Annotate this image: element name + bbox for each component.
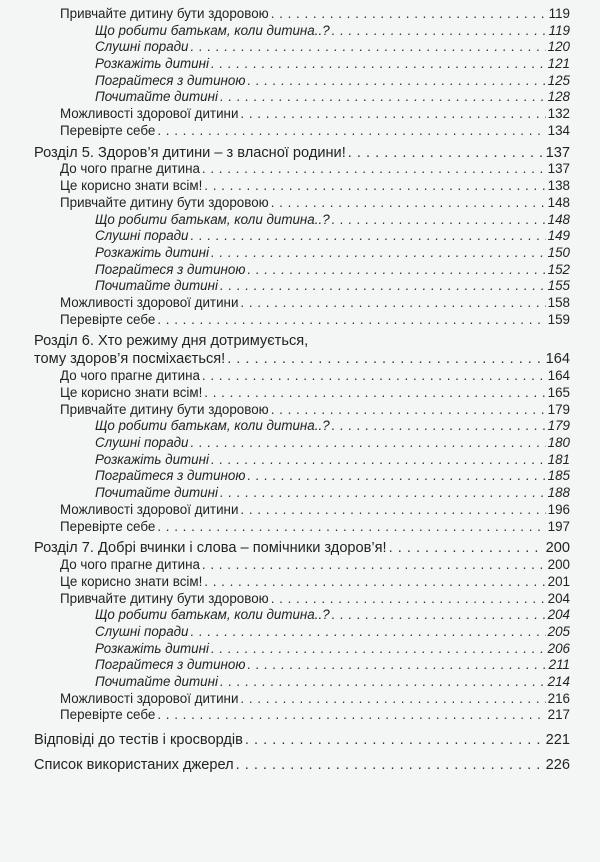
toc-subentry <box>0 89 570 106</box>
toc-entry-title: тому здоров’я посміхається! <box>34 351 226 368</box>
toc-entry <box>0 502 570 519</box>
toc-entry-title: Список використаних джерел <box>34 757 234 774</box>
toc-leader-dots <box>220 89 546 106</box>
toc-entry-title: Що робити батькам, коли дитина..? <box>95 22 330 38</box>
toc-page-number: 216 <box>547 690 570 706</box>
toc-leader-dots <box>220 674 546 691</box>
toc-entry-title: До чого прагне дитина <box>60 557 200 573</box>
toc-page-number: 137 <box>547 161 570 177</box>
toc-page-number: 180 <box>547 435 570 451</box>
toc-leader-dots <box>204 385 545 402</box>
toc-entry-title: Розділ 7. Добрі вчинки і слова – помічники здоров’я! <box>34 540 387 557</box>
toc-page-number: 132 <box>547 106 570 122</box>
toc-leader-dots <box>240 106 545 123</box>
toc-entry <box>0 368 570 385</box>
toc-entry-title: Пограйтеся з дитиною <box>95 72 246 88</box>
toc-subentry <box>0 23 570 40</box>
toc-page-number: 165 <box>547 385 570 401</box>
toc-leader-dots <box>240 691 545 708</box>
toc-leader-dots <box>247 469 545 486</box>
toc-page-number: 164 <box>547 368 570 384</box>
toc-entry <box>0 691 570 708</box>
toc-page-number: 188 <box>547 485 570 501</box>
section-spacer <box>0 724 600 731</box>
toc-entry-title: Слушні поради <box>95 39 189 55</box>
toc-page-number: 204 <box>547 590 570 606</box>
toc-entry-title: Привчайте дитину бути здоровою <box>60 401 269 417</box>
toc-entry <box>0 402 570 419</box>
toc-entry <box>0 312 570 329</box>
toc-leader-dots <box>240 502 545 519</box>
toc-leader-dots <box>157 707 545 724</box>
section-spacer <box>0 749 600 756</box>
toc-entry-title: До чого прагне дитина <box>60 161 200 177</box>
toc-page-number: 201 <box>547 573 570 589</box>
toc-entry-title: Це корисно знати всім! <box>60 573 203 589</box>
toc-entry-title: Це корисно знати всім! <box>60 385 203 401</box>
toc-entry-title: Почитайте дитині <box>95 674 218 690</box>
toc-page-number: 179 <box>547 418 570 434</box>
toc-subentry <box>0 278 570 295</box>
toc-leader-dots <box>332 418 546 435</box>
toc-page-number: 159 <box>547 311 570 327</box>
toc-subentry <box>0 469 570 486</box>
toc-page-number: 120 <box>547 39 570 55</box>
toc-entry-title: Можливості здорової дитини <box>60 501 239 517</box>
toc-subentry <box>0 607 570 624</box>
toc-chapter <box>0 731 570 749</box>
toc-entry <box>0 162 570 179</box>
toc-page-number: 125 <box>547 72 570 88</box>
toc-leader-dots <box>202 368 546 385</box>
toc-leader-dots <box>271 195 546 212</box>
toc-entry-title: Розкажіть дитині <box>95 451 209 467</box>
toc-entry-title: Перевірте себе <box>60 707 156 723</box>
toc-page-number: 134 <box>547 122 570 138</box>
toc-page-number: 179 <box>547 401 570 417</box>
toc-entry-title: Привчайте дитину бути здоровою <box>60 194 269 210</box>
toc-page-number: 181 <box>547 451 570 467</box>
toc-entry <box>0 707 570 724</box>
toc-chapter <box>0 350 570 368</box>
toc-entry <box>0 385 570 402</box>
toc-entry-title: Пограйтеся з дитиною <box>95 468 246 484</box>
toc-entry-title: Слушні поради <box>95 228 189 244</box>
toc-entry-title: Пограйтеся з дитиною <box>95 657 246 673</box>
toc-page-number: 196 <box>547 501 570 517</box>
toc-subentry <box>0 418 570 435</box>
toc-subentry <box>0 452 570 469</box>
toc-subentry <box>0 624 570 641</box>
toc-entry-title: Привчайте дитину бути здоровою <box>60 5 269 21</box>
toc-page-number: 148 <box>547 211 570 227</box>
toc-entry-title: Можливості здорової дитини <box>60 690 239 706</box>
toc-page-number: 150 <box>547 244 570 260</box>
toc-page-number: 164 <box>545 351 570 368</box>
toc-entry-title: Почитайте дитині <box>95 485 218 501</box>
toc-subentry <box>0 39 570 56</box>
toc-leader-dots <box>211 641 546 658</box>
toc-leader-dots <box>220 278 546 295</box>
toc-leader-dots <box>247 262 545 279</box>
toc-page-number: 158 <box>547 294 570 310</box>
toc-entry-title: Почитайте дитині <box>95 278 218 294</box>
toc-entry <box>0 195 570 212</box>
toc-leader-dots <box>204 178 545 195</box>
toc-page-number: 217 <box>547 707 570 723</box>
toc-entry-title: Перевірте себе <box>60 122 156 138</box>
toc-chapter <box>0 539 570 557</box>
toc-entry-title: Розділ 5. Здоров’я дитини – з власної родини! <box>34 144 346 161</box>
toc-subentry <box>0 674 570 691</box>
toc-entry-title: Перевірте себе <box>60 311 156 327</box>
toc-page-number: 152 <box>547 261 570 277</box>
toc-page-number: 200 <box>545 540 570 557</box>
toc-leader-dots <box>227 350 543 368</box>
toc-leader-dots <box>271 6 547 23</box>
toc-entry <box>0 557 570 574</box>
toc-entry <box>0 519 570 536</box>
toc-leader-dots <box>202 557 546 574</box>
table-of-contents <box>0 6 600 774</box>
toc-entry-title: Що робити батькам, коли дитина..? <box>95 607 330 623</box>
toc-leader-dots <box>332 607 546 624</box>
toc-leader-dots <box>240 295 545 312</box>
toc-page-number: 204 <box>547 607 570 623</box>
toc-entry-title: До чого прагне дитина <box>60 368 200 384</box>
toc-page-number: 138 <box>547 178 570 194</box>
toc-entry-title: Що робити батькам, коли дитина..? <box>95 418 330 434</box>
toc-entry-title: Слушні поради <box>95 435 189 451</box>
toc-page-number: 121 <box>547 56 570 72</box>
toc-leader-dots <box>157 123 545 140</box>
toc-entry-title: Розкажіть дитині <box>95 56 209 72</box>
toc-leader-dots <box>211 56 546 73</box>
toc-page-number: 149 <box>547 228 570 244</box>
toc-entry-title: Відповіді до тестів і кросвордів <box>34 732 243 749</box>
toc-page-number: 221 <box>545 732 570 749</box>
toc-entry-title: Перевірте себе <box>60 518 156 534</box>
toc-chapter <box>0 144 570 162</box>
toc-entry-title: Що робити батькам, коли дитина..? <box>95 211 330 227</box>
toc-subentry <box>0 485 570 502</box>
toc-entry-title: Розділ 6. Хто режиму дня дотримується, <box>34 333 309 350</box>
toc-leader-dots <box>247 73 545 90</box>
toc-entry-title: Можливості здорової дитини <box>60 106 239 122</box>
toc-leader-dots <box>191 228 546 245</box>
toc-leader-dots <box>211 245 546 262</box>
toc-entry <box>0 123 570 140</box>
toc-subentry <box>0 435 570 452</box>
toc-entry <box>0 295 570 312</box>
toc-leader-dots <box>236 756 544 774</box>
toc-subentry <box>0 56 570 73</box>
toc-leader-dots <box>389 539 544 557</box>
toc-leader-dots <box>332 23 547 40</box>
toc-entry-title: Почитайте дитині <box>95 89 218 105</box>
toc-page-number: 197 <box>547 518 570 534</box>
toc-page-number: 185 <box>547 468 570 484</box>
toc-leader-dots <box>271 591 546 608</box>
toc-entry <box>0 574 570 591</box>
toc-subentry <box>0 262 570 279</box>
toc-leader-dots <box>157 312 545 329</box>
toc-page-number: 205 <box>547 623 570 639</box>
toc-page-number: 211 <box>548 657 570 673</box>
toc-page-number: 200 <box>547 557 570 573</box>
toc-chapter <box>0 756 570 774</box>
toc-entry-title: Розкажіть дитині <box>95 244 209 260</box>
toc-subentry <box>0 657 570 674</box>
toc-page-number: 119 <box>548 5 570 21</box>
toc-leader-dots <box>202 162 546 179</box>
toc-entry-title: Розкажіть дитині <box>95 640 209 656</box>
toc-subentry <box>0 212 570 229</box>
toc-leader-dots <box>204 574 545 591</box>
toc-page-number: 119 <box>548 22 570 38</box>
toc-leader-dots <box>191 39 546 56</box>
toc-leader-dots <box>247 657 546 674</box>
toc-leader-dots <box>157 519 545 536</box>
toc-subentry <box>0 641 570 658</box>
toc-subentry <box>0 228 570 245</box>
toc-entry-title: Привчайте дитину бути здоровою <box>60 590 269 606</box>
toc-page-number: 226 <box>545 757 570 774</box>
toc-leader-dots <box>211 452 546 469</box>
toc-entry <box>0 178 570 195</box>
toc-page-number: 137 <box>545 144 570 161</box>
toc-entry-title: Можливості здорової дитини <box>60 294 239 310</box>
toc-page-number: 214 <box>547 674 570 690</box>
toc-leader-dots <box>245 731 544 749</box>
toc-entry <box>0 6 570 23</box>
toc-entry <box>0 591 570 608</box>
toc-entry <box>0 106 570 123</box>
toc-page-number: 206 <box>547 640 570 656</box>
toc-entry-title: Це корисно знати всім! <box>60 178 203 194</box>
toc-leader-dots <box>191 624 546 641</box>
toc-entry-title: Слушні поради <box>95 623 189 639</box>
toc-page-number: 128 <box>547 89 570 105</box>
toc-leader-dots <box>191 435 546 452</box>
toc-leader-dots <box>220 485 546 502</box>
toc-page-number: 155 <box>547 278 570 294</box>
toc-entry-title: Пограйтеся з дитиною <box>95 261 246 277</box>
toc-subentry <box>0 73 570 90</box>
toc-leader-dots <box>348 144 544 162</box>
toc-chapter <box>0 332 600 350</box>
toc-subentry <box>0 245 570 262</box>
toc-page-number: 148 <box>547 194 570 210</box>
toc-leader-dots <box>332 212 546 229</box>
toc-leader-dots <box>271 402 546 419</box>
